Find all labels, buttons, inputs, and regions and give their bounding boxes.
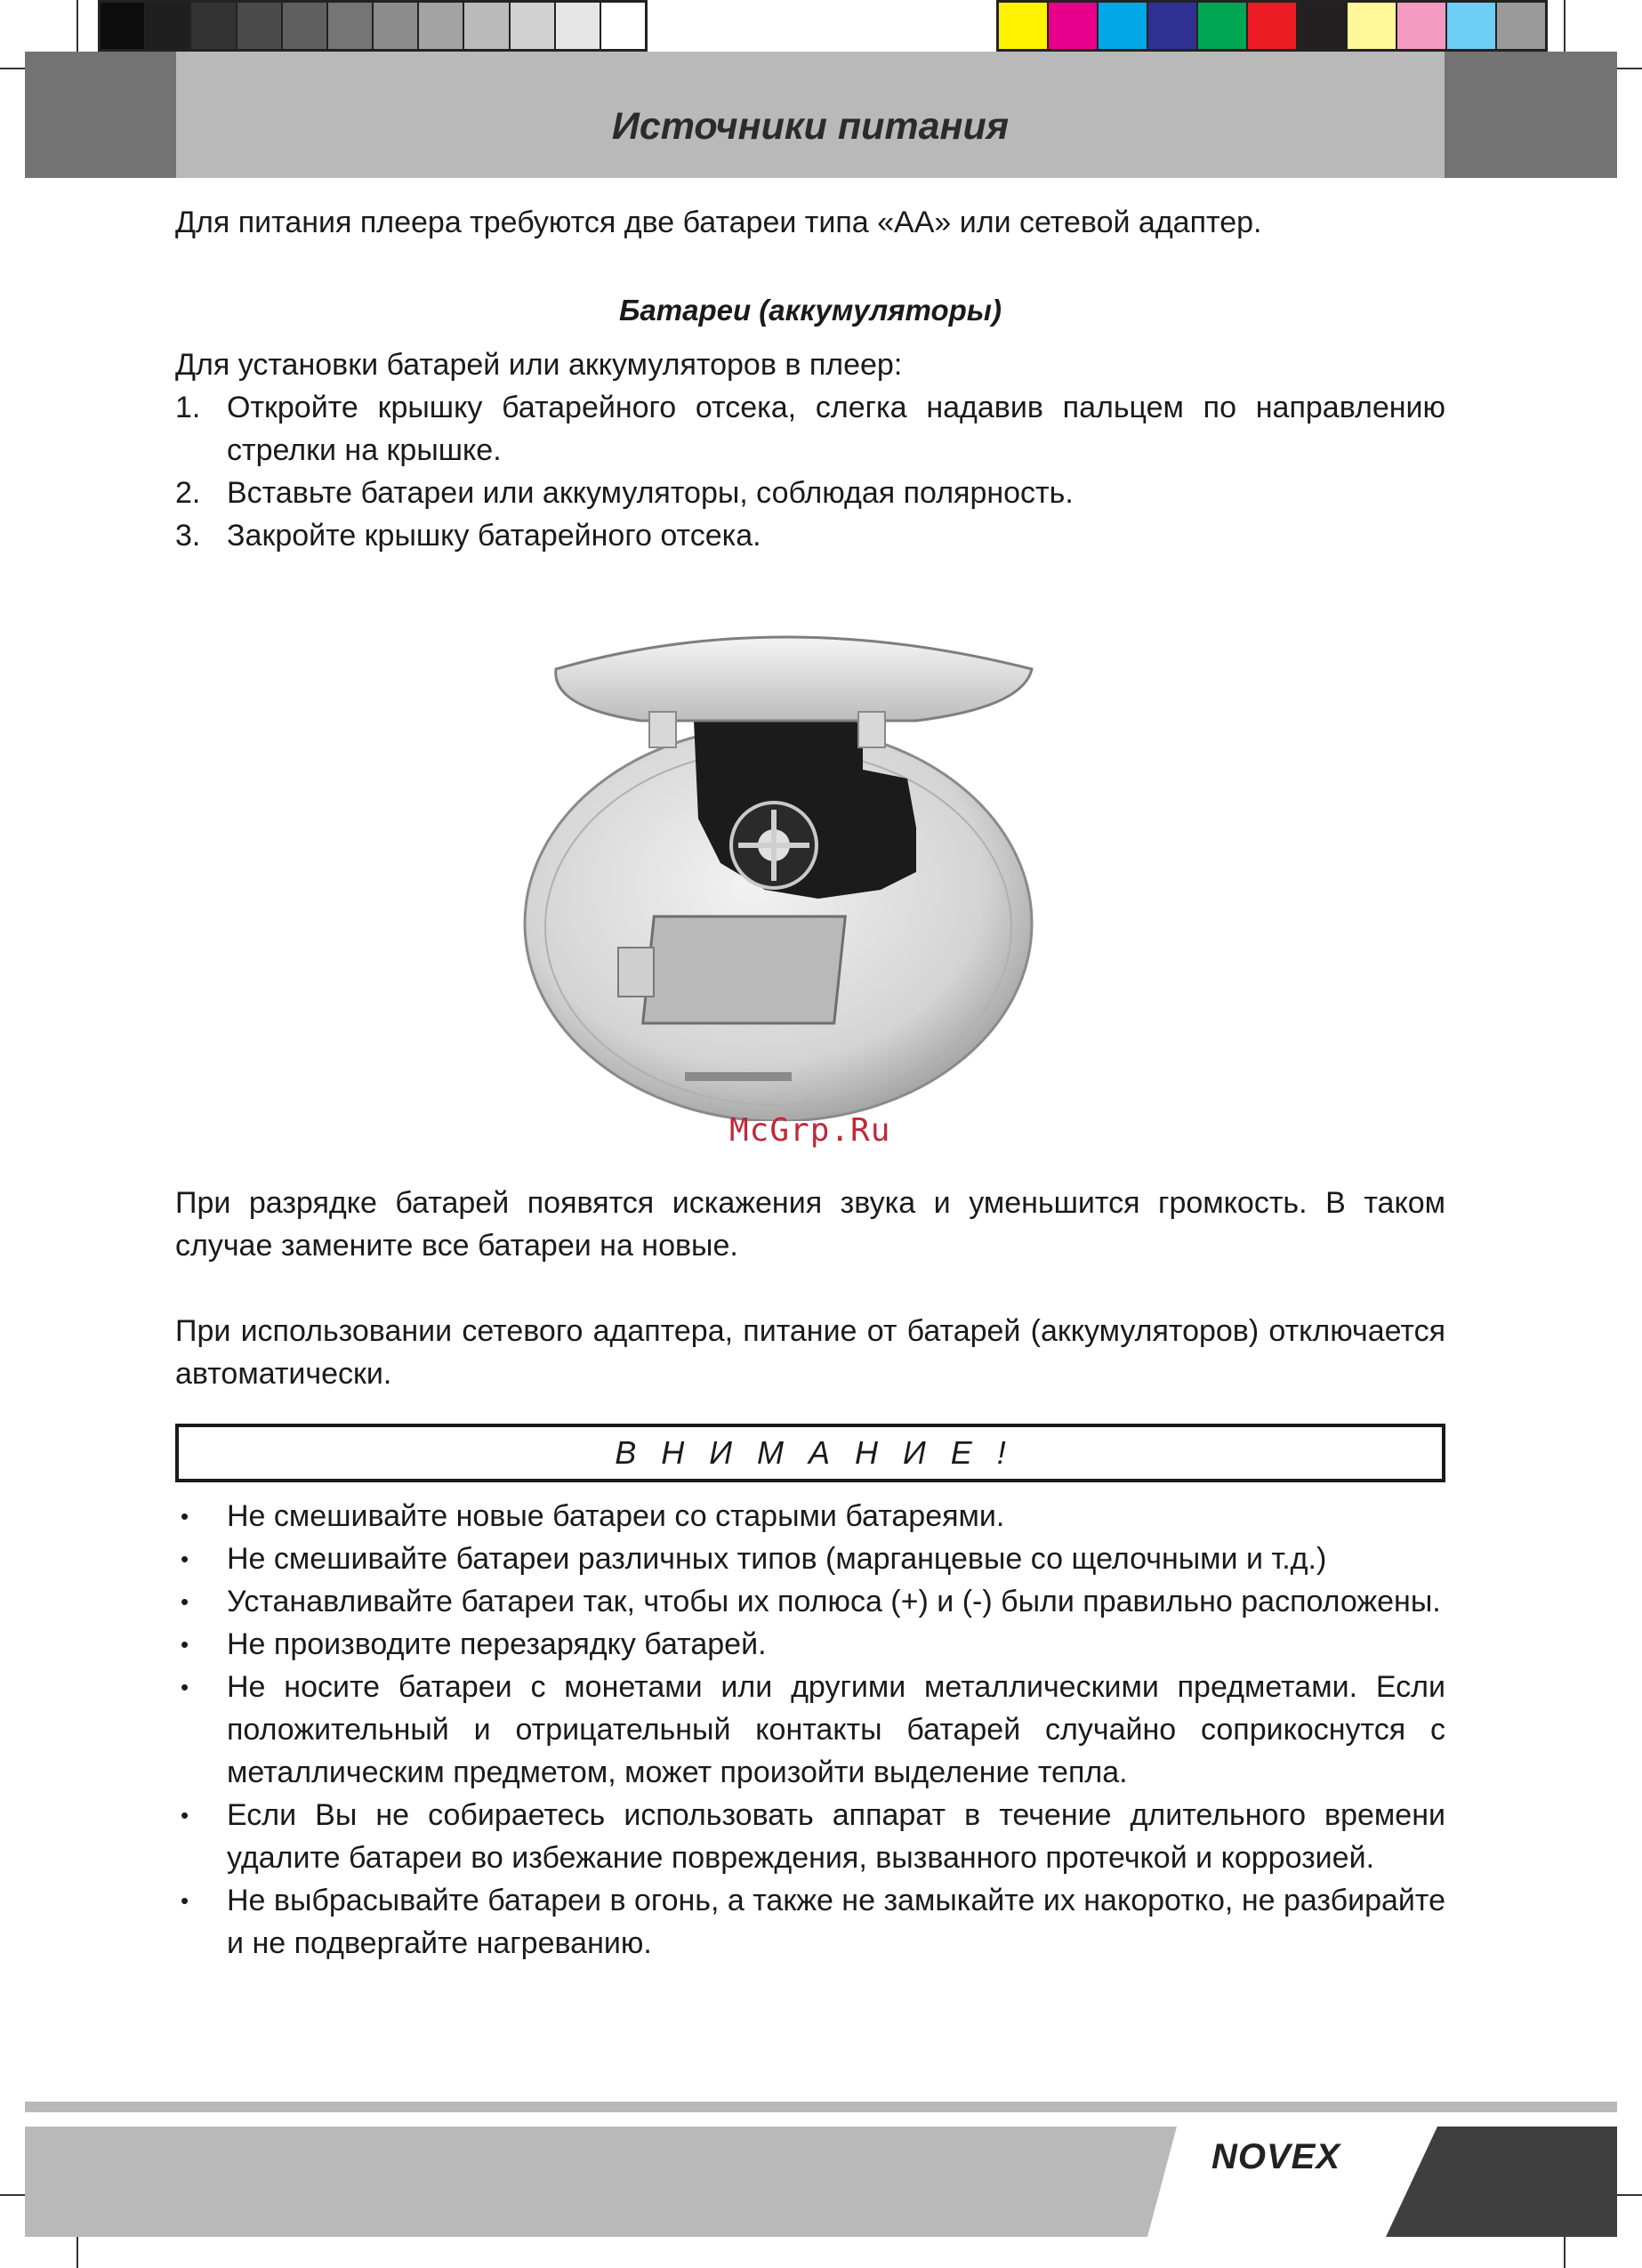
color-swatch — [1248, 3, 1298, 49]
step-text: Откройте крышку батарейного отсека, слегка надавив пальцем по направлению стрелки на крышке. — [227, 391, 1445, 467]
warning-text: Не смешивайте новые батареи со старыми батареями. — [227, 1499, 1005, 1533]
step-number: 1. — [175, 391, 201, 424]
bullet-icon: • — [181, 1546, 189, 1572]
color-swatch — [1298, 3, 1348, 49]
crop-mark — [76, 0, 78, 53]
step-number: 2. — [175, 476, 201, 510]
color-swatch — [283, 3, 328, 49]
step-text: Закройте крышку батарейного отсека. — [227, 519, 761, 553]
bullet-icon: • — [181, 1802, 189, 1828]
color-swatch — [328, 3, 374, 49]
discharge-note: При разрядке батарей появятся искажения звука и уменьшится громкость. В таком случае замените все батареи на новые. — [175, 1186, 1445, 1263]
color-swatch — [146, 3, 191, 49]
bullet-icon: • — [181, 1887, 189, 1914]
warning-list — [175, 1495, 1445, 1965]
step-item — [175, 472, 1445, 514]
grayscale-calibration-bar — [98, 0, 648, 52]
color-swatch — [1447, 3, 1497, 49]
color-swatch — [1148, 3, 1198, 49]
bullet-icon: • — [181, 1631, 189, 1658]
warning-text: Устанавливайте батареи так, чтобы их полюса (+) и (-) были правильно расположены. — [227, 1585, 1441, 1618]
color-swatch — [1397, 3, 1447, 49]
section-heading-batteries: Батареи (аккумуляторы) — [619, 294, 1002, 327]
header-band-right — [1445, 52, 1617, 178]
crop-mark — [1564, 0, 1566, 53]
color-swatch — [1198, 3, 1248, 49]
warning-item — [175, 1538, 1445, 1580]
page-title: Источники питания — [611, 105, 1010, 148]
warning-text: Если Вы не собираетесь использовать аппарат в течение длительного времени удалите батареи во избежание повреждения, вызванного протечкой и коррозией. — [227, 1798, 1445, 1875]
color-swatch — [1497, 3, 1545, 49]
bullet-icon: • — [181, 1588, 189, 1615]
warning-item — [175, 1623, 1445, 1666]
intro-paragraph: Для питания плеера требуются две батареи типа «АА» или сетевой адаптер. — [175, 206, 1262, 239]
watermark: McGrp.Ru — [729, 1112, 891, 1149]
color-calibration-bar — [996, 0, 1548, 52]
color-swatch — [419, 3, 464, 49]
step-text: Вставьте батареи или аккумуляторы, соблюдая полярность. — [227, 476, 1074, 510]
color-swatch — [556, 3, 601, 49]
footer-band — [25, 2127, 1617, 2237]
color-swatch — [101, 3, 146, 49]
header-band-left — [25, 52, 176, 178]
color-swatch — [999, 3, 1049, 49]
warning-text: Не выбрасывайте батареи в огонь, а также не замыкайте их накоротко, не разбирайте и не подвергайте нагреванию. — [227, 1884, 1445, 1960]
brand-logo: NOVEX — [1211, 2137, 1341, 2176]
warning-item — [175, 1794, 1445, 1879]
warning-text: Не носите батареи с монетами или другими металлическими предметами. Если положительный и отрицательный контакты батарей случайно соприкоснутся с металлическим предметом, может произойти выделение тепла. — [227, 1670, 1445, 1789]
warning-item — [175, 1879, 1445, 1965]
color-swatch — [601, 3, 645, 49]
warning-item — [175, 1495, 1445, 1538]
color-swatch — [464, 3, 510, 49]
bullet-icon: • — [181, 1674, 189, 1700]
installation-steps — [175, 386, 1445, 557]
step-item — [175, 514, 1445, 557]
color-swatch — [374, 3, 419, 49]
warning-item — [175, 1580, 1445, 1623]
step-number: 3. — [175, 519, 201, 553]
color-swatch — [1099, 3, 1148, 49]
adapter-note: При использовании сетевого адаптера, питание от батарей (аккумуляторов) отключается автоматически. — [175, 1314, 1445, 1391]
footer-line — [25, 2102, 1617, 2112]
cd-player-photo — [498, 623, 1050, 1121]
color-swatch — [1049, 3, 1099, 49]
warning-text: Не смешивайте батареи различных типов (марганцевые со щелочными и т.д.) — [227, 1542, 1327, 1576]
warning-title: ВНИМАНИЕ! — [175, 1424, 1445, 1482]
color-swatch — [1348, 3, 1397, 49]
color-swatch — [511, 3, 556, 49]
warning-item — [175, 1666, 1445, 1794]
batteries-lead: Для установки батарей или аккумуляторов в плеер: — [175, 348, 903, 382]
color-swatch — [191, 3, 237, 49]
color-swatch — [237, 3, 283, 49]
step-item — [175, 386, 1445, 472]
warning-text: Не производите перезарядку батарей. — [227, 1627, 767, 1661]
bullet-icon: • — [181, 1503, 189, 1529]
